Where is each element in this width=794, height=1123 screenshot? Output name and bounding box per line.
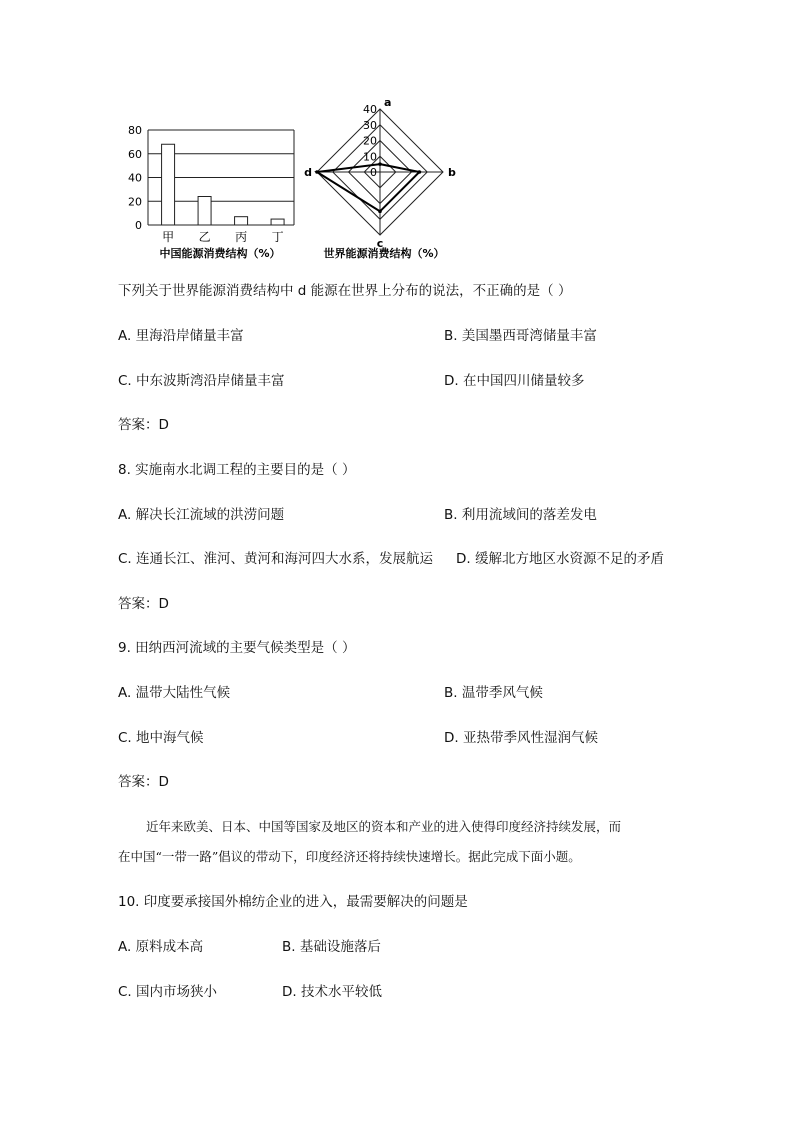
q7-option-d[interactable]: D. 在中国四川储量较多	[444, 373, 585, 389]
q9-option-d[interactable]: D. 亚热带季风性湿润气候	[444, 730, 598, 746]
q7-option-c[interactable]: C. 中东波斯湾沿岸储量丰富	[118, 373, 285, 389]
radar-ring-label: 0	[370, 166, 377, 179]
q8-stem: 8. 实施南水北调工程的主要目的是（ ）	[118, 462, 356, 478]
bar-ytick-label: 0	[135, 219, 142, 232]
q7-option-a[interactable]: A. 里海沿岸储量丰富	[118, 328, 244, 344]
radar-data-point	[378, 162, 382, 166]
q9-option-a[interactable]: A. 温带大陆性气候	[118, 685, 231, 701]
radar-axis-label: b	[448, 166, 456, 179]
passage-line-2: 在中国“一带一路”倡议的带动下，印度经济还将持续快速增长。据此完成下面小题。	[118, 849, 581, 864]
radar-ring-label: 20	[363, 134, 377, 148]
bar-category-label: 甲	[162, 230, 175, 244]
figure-svg	[110, 95, 470, 265]
bar	[198, 197, 211, 226]
q7-stem: 下列关于世界能源消费结构中 d 能源在世界上分布的说法，不正确的是（ ）	[118, 283, 572, 299]
q8-answer: 答案：D	[118, 596, 169, 612]
q9-answer: 答案：D	[118, 774, 169, 790]
bar-ytick-label: 80	[128, 124, 142, 137]
q7-option-b[interactable]: B. 美国墨西哥湾储量丰富	[444, 328, 597, 344]
bar-ytick-label: 20	[128, 195, 142, 209]
radar-axis-label: c	[376, 237, 384, 250]
bar	[162, 144, 175, 225]
bar-ytick-label: 40	[128, 171, 142, 185]
radar-data-point	[315, 170, 319, 174]
q9-option-c[interactable]: C. 地中海气候	[118, 730, 204, 746]
q10-stem: 10. 印度要承接国外棉纺企业的进入，最需要解决的问题是	[118, 894, 468, 910]
bar-ytick-label: 60	[128, 147, 142, 161]
radar-ring-label: 10	[363, 150, 377, 164]
bar-category-label: 丙	[235, 230, 248, 244]
q8-option-c[interactable]: C. 连通长江、淮河、黄河和海河四大水系，发展航运	[118, 551, 434, 567]
radar-data-point	[418, 170, 422, 174]
q9-option-b[interactable]: B. 温带季风气候	[444, 685, 543, 701]
bar-category-label: 丁	[271, 230, 284, 244]
bar	[271, 219, 284, 225]
q10-option-a[interactable]: A. 原料成本高	[118, 939, 204, 955]
bar-category-label: 乙	[198, 230, 211, 244]
figure	[110, 95, 470, 265]
q8-option-d[interactable]: D. 缓解北方地区水资源不足的矛盾	[456, 551, 664, 567]
china-energy-bar-chart	[128, 124, 294, 260]
bar-chart-caption: 中国能源消费结构（%）	[159, 247, 281, 260]
q10-option-d[interactable]: D. 技术水平较低	[282, 984, 382, 1000]
bar	[235, 217, 248, 225]
passage-line-1: 近年来欧美、日本、中国等国家及地区的资本和产业的进入使得印度经济持续发展，而	[146, 819, 622, 834]
q10-option-c[interactable]: C. 国内市场狭小	[118, 984, 218, 1000]
radar-ring-label: 40	[363, 103, 377, 116]
radar-chart-caption: 世界能源消费结构（%）	[323, 247, 445, 260]
q8-option-b[interactable]: B. 利用流域间的落差发电	[444, 507, 597, 523]
radar-data-point	[378, 210, 382, 214]
radar-ring-label: 30	[363, 118, 377, 132]
radar-axis-label: d	[304, 166, 312, 179]
q7-answer: 答案：D	[118, 417, 169, 433]
q10-option-b[interactable]: B. 基础设施落后	[282, 939, 381, 955]
radar-axis-label: a	[384, 96, 392, 109]
world-energy-radar-chart	[304, 96, 456, 260]
q8-option-a[interactable]: A. 解决长江流域的洪涝问题	[118, 507, 285, 523]
q9-stem: 9. 田纳西河流域的主要气候类型是（ ）	[118, 640, 356, 656]
